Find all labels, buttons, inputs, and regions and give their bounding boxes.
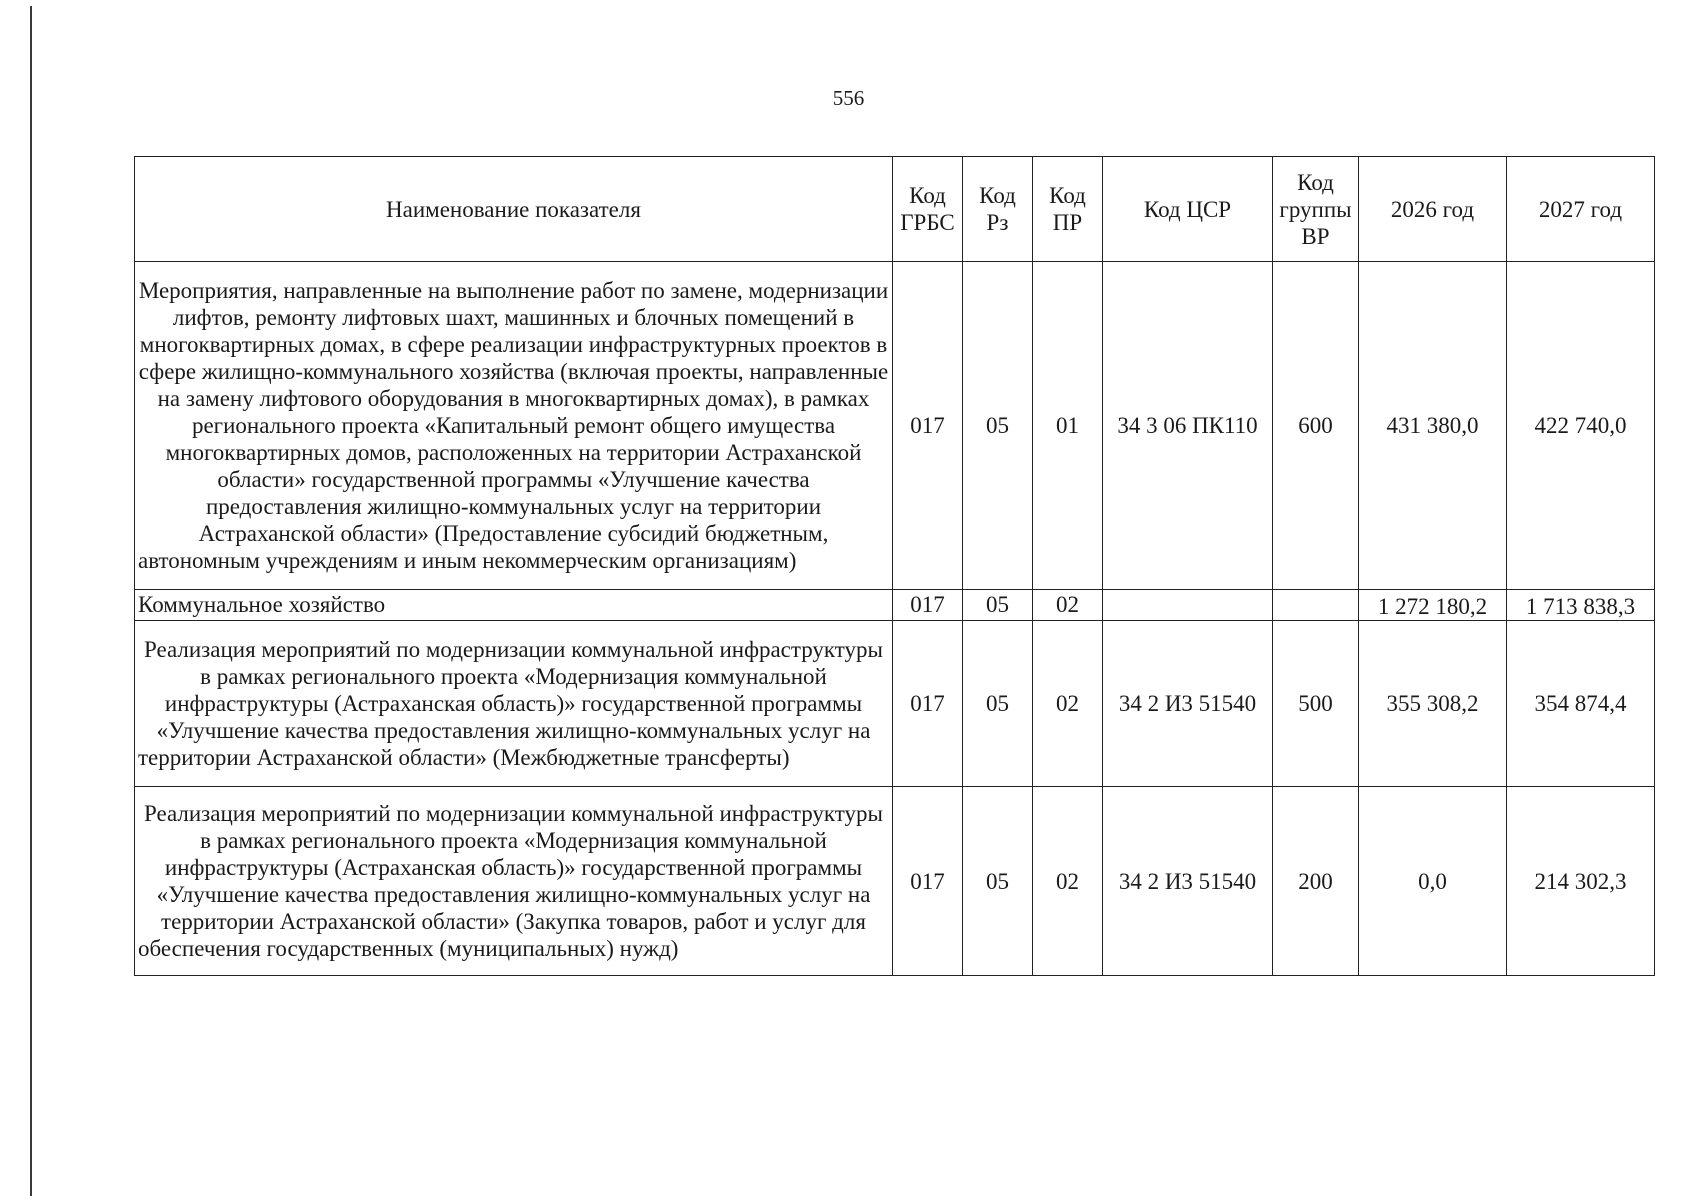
header-pr: Код ПР (1033, 157, 1103, 262)
cell-pr: 02 (1033, 590, 1103, 621)
cell-vr: 200 (1273, 787, 1359, 976)
cell-rz: 05 (963, 590, 1033, 621)
header-2027: 2027 год (1507, 157, 1655, 262)
cell-2026: 0,0 (1359, 787, 1507, 976)
table-header-row (135, 157, 1655, 262)
table-row (135, 590, 1655, 621)
cell-grbs: 017 (893, 787, 963, 976)
cell-rz: 05 (963, 621, 1033, 787)
cell-2027: 422 740,0 (1507, 262, 1655, 590)
cell-grbs: 017 (893, 590, 963, 621)
cell-csr (1103, 590, 1273, 621)
page-number: 556 (832, 86, 865, 110)
cell-2026: 1 272 180,2 (1359, 590, 1507, 621)
cell-pr: 02 (1033, 787, 1103, 976)
header-name: Наименование показателя (135, 157, 893, 262)
cell-grbs: 017 (893, 621, 963, 787)
cell-vr: 500 (1273, 621, 1359, 787)
cell-2027: 354 874,4 (1507, 621, 1655, 787)
cell-2026: 431 380,0 (1359, 262, 1507, 590)
cell-csr: 34 2 И3 51540 (1103, 621, 1273, 787)
cell-name: Реализация мероприятий по модернизации коммунальной инфраструктуры в рамках регионального проекта «Модернизация коммунальной инфраструктуры (Астраханская область)» государственной программы «Улучшение качества предоставления жилищно-коммунальных услуг на территории Астраханской области» (Закупка товаров, работ и услуг для обеспечения государственных (муниципальных) нужд) (135, 787, 893, 976)
table-row (135, 262, 1655, 590)
cell-2027: 1 713 838,3 (1507, 590, 1655, 621)
header-vr: Код группы ВР (1273, 157, 1359, 262)
table-row (135, 787, 1655, 976)
cell-rz: 05 (963, 787, 1033, 976)
cell-csr: 34 3 06 ПК110 (1103, 262, 1273, 590)
cell-pr: 02 (1033, 621, 1103, 787)
header-2026: 2026 год (1359, 157, 1507, 262)
cell-name: Коммунальное хозяйство (135, 590, 893, 621)
header-grbs: Код ГРБС (893, 157, 963, 262)
cell-grbs: 017 (893, 262, 963, 590)
binding-margin-line (30, 6, 32, 1196)
table-row (135, 621, 1655, 787)
cell-rz: 05 (963, 262, 1033, 590)
cell-name: Мероприятия, направленные на выполнение работ по замене, модернизации лифтов, ремонту лифтовых шахт, машинных и блочных помещений в многоквартирных домах, в сфере реализации инфраструктурных проектов в сфере жилищно-коммунального хозяйства (включая проекты, направленные на замену лифтового оборудования в многоквартирных домах), в рамках регионального проекта «Капитальный ремонт общего имущества многоквартирных домов, расположенных на территории Астраханской области» государственной программы «Улучшение качества предоставления жилищно-коммунальных услуг на территории Астраханской области» (Предоставление субсидий бюджетным, автономным учреждениям и иным некоммерческим организациям) (135, 262, 893, 590)
cell-pr: 01 (1033, 262, 1103, 590)
header-rz: Код Рз (963, 157, 1033, 262)
header-csr: Код ЦСР (1103, 157, 1273, 262)
cell-name: Реализация мероприятий по модернизации коммунальной инфраструктуры в рамках регионального проекта «Модернизация коммунальной инфраструктуры (Астраханская область)» государственной программы «Улучшение качества предоставления жилищно-коммунальных услуг на территории Астраханской области» (Межбюджетные трансферты) (135, 621, 893, 787)
cell-csr: 34 2 И3 51540 (1103, 787, 1273, 976)
budget-table (134, 156, 1655, 976)
cell-vr: 600 (1273, 262, 1359, 590)
cell-vr (1273, 590, 1359, 621)
cell-2026: 355 308,2 (1359, 621, 1507, 787)
cell-2027: 214 302,3 (1507, 787, 1655, 976)
